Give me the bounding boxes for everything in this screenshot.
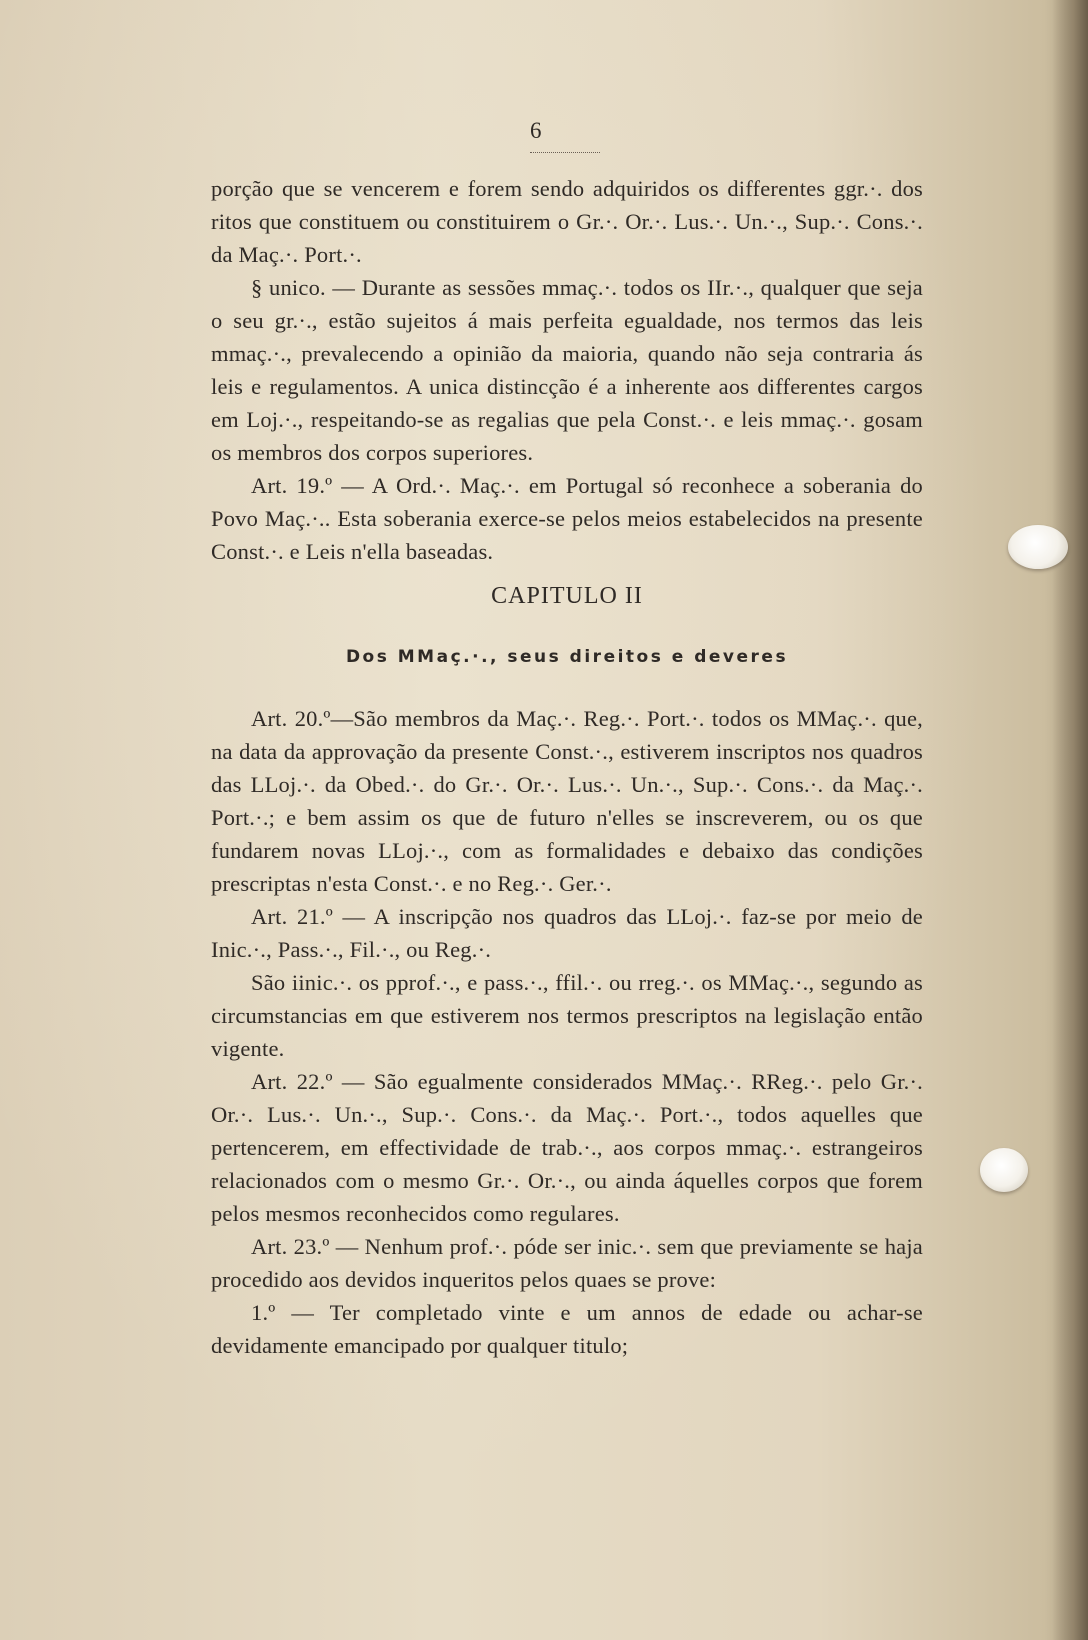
page-edge-shadow [1052,0,1088,1640]
punch-hole-lower [980,1148,1028,1192]
paragraph-item-1: 1.º — Ter completado vinte e um annos de edade ou achar-se devidamente emancipado por qualquer titulo; [211,1300,923,1358]
paragraph-art-19: Art. 19.º — A Ord.·. Maç.·. em Portugal só reconhece a soberania do Povo Maç.·.. Esta soberania exerce-se pelos meios estabelecidos na presente Const.·. e Leis n'ella baseadas. [211,473,923,564]
paragraph-art-23: Art. 23.º — Nenhum prof.·. póde ser inic.·. sem que previamente se haja procedido aos devidos inqueritos pelos quaes se prove: [211,1234,923,1292]
paragraph-art-20: Art. 20.º—São membros da Maç.·. Reg.·. Port.·. todos os MMaç.·. que, na data da approvação da presente Const.·., estiverem inscriptos nos quadros das LLoj.·. da Obed.·. do Gr.·. Or.·. Lus.·. Un.·., Sup.·. Cons.·. da Maç.·. Port.·.; e bem assim os que de futuro n'elles se inscreverem, ou os que fundarem novas LLoj.·., com as formalidades e debaixo das condições prescriptas n'esta Const.·. e no Reg.·. Ger.·. [211,706,923,896]
body-text-upper [211,172,923,1362]
chapter-subtitle: Dos MMaç.·., seus direitos e deveres [345,647,789,667]
page-number: 6 [530,118,542,143]
chapter-title: CAPITULO II [491,583,643,609]
page-number-rule [530,152,600,153]
paragraph-unico: § unico. — Durante as sessões mmaç.·. todos os IIr.·., qualquer que seja o seu gr.·., estão sujeitos á mais perfeita egualdade, nos termos das leis mmaç.·., prevalecendo a opinião da maioria, quando não seja contraria ás leis e regulamentos. A unica distincção é a inherente aos differentes cargos em Loj.·., respeitando-se as regalias que pela Const.·. e leis mmaç.·. gosam os membros dos corpos superiores. [211,275,923,465]
punch-hole-upper [1008,525,1068,569]
paragraph-art-22: Art. 22.º — São egualmente considerados MMaç.·. RReg.·. pelo Gr.·. Or.·. Lus.·. Un.·., Sup.·. Cons.·. da Maç.·. Port.·., todos aquelles que pertencerem, em effectividade de trab.·., aos corpos mmaç.·. estrangeiros relacionados com o mesmo Gr.·. Or.·., ou ainda áquelles corpos que forem pelos mesmos reconhecidos como regulares. [211,1069,923,1226]
paragraph-continuation: porção que se vencerem e forem sendo adquiridos os differentes ggr.·. dos ritos que constituem ou constituirem o Gr.·. Or.·. Lus.·. Un.·., Sup.·. Cons.·. da Maç.·. Port.·. [211,176,923,267]
paragraph-iinic: São iinic.·. os pprof.·., e pass.·., ffil.·. ou rreg.·. os MMaç.·., segundo as circumstancias em que estiverem nos termos prescriptos na legislação então vigente. [211,970,923,1061]
paragraph-art-21: Art. 21.º — A inscripção nos quadros das LLoj.·. faz-se por meio de Inic.·., Pass.·., Fil.·., ou Reg.·. [211,904,923,962]
